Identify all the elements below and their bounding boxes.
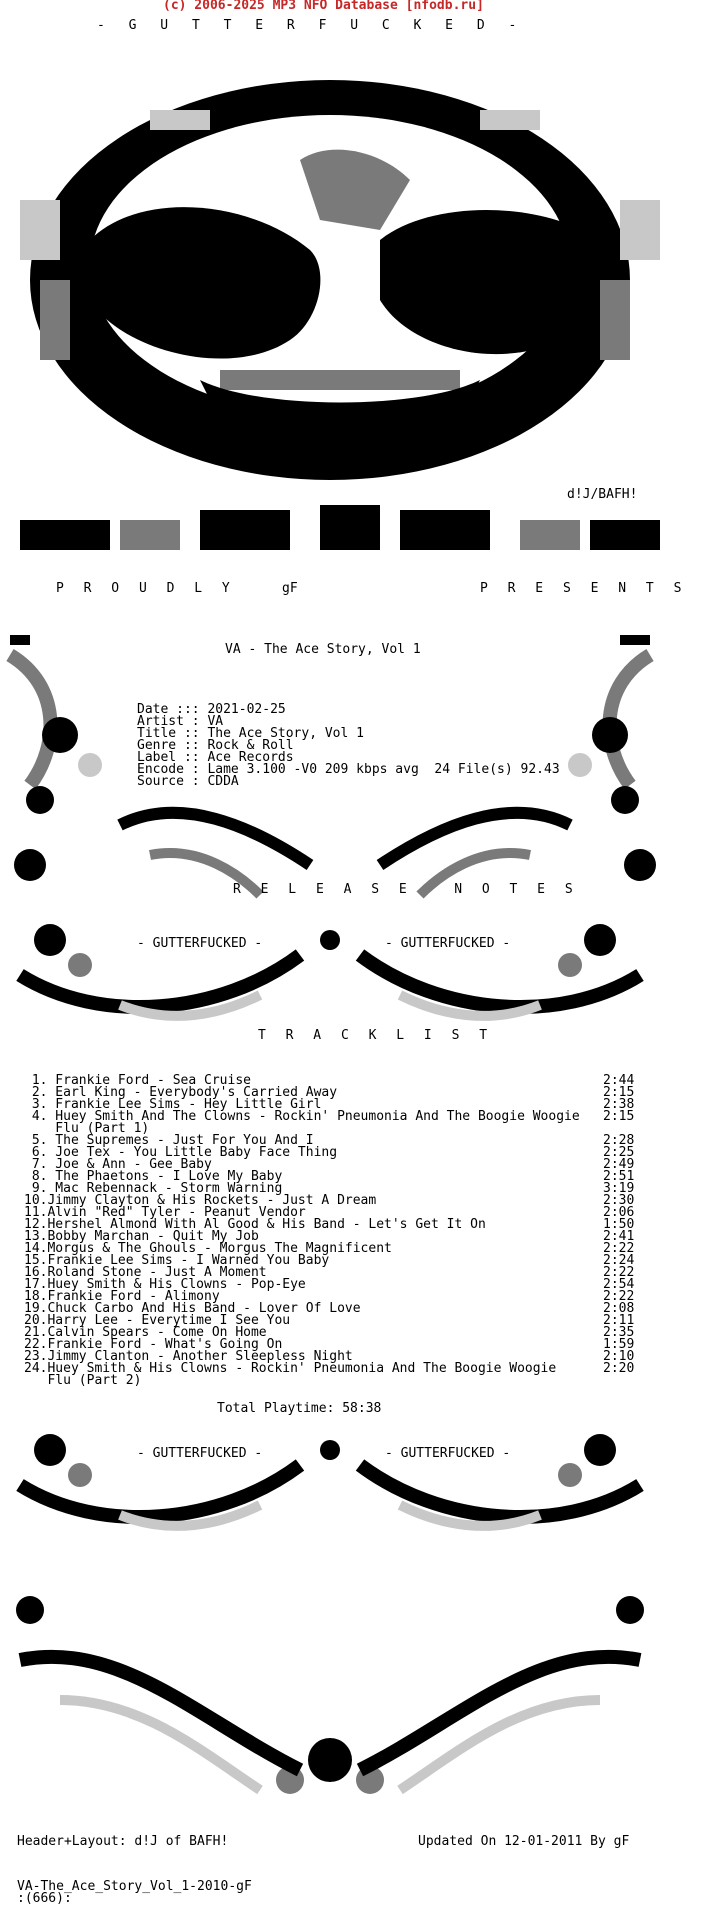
group-banner: - G U T T E R F U C K E D - — [97, 18, 522, 33]
field-date: Date ::: 2021-02-25 — [137, 702, 286, 717]
field-artist: Artist : VA — [137, 714, 224, 729]
track-row: 17.Huey Smith & His Clowns - Pop-Eye 2:54 — [24, 1277, 635, 1292]
track-row: Flu (Part 1) — [24, 1121, 150, 1136]
track-row: 21.Calvin Spears - Come On Home 2:35 — [24, 1325, 635, 1340]
field-source: Source : CDDA — [137, 774, 239, 789]
header-ascii-art — [0, 50, 720, 610]
release-notes-heading: R E L E A S E N O T E S — [233, 882, 579, 897]
divider-left-text: - GUTTERFUCKED - — [137, 936, 263, 951]
track-row: 16.Roland Stone - Just A Moment 2:22 — [24, 1265, 635, 1280]
track-row: Flu (Part 2) — [24, 1373, 142, 1388]
track-row: 22.Frankie Ford - What's Going On 1:59 — [24, 1337, 635, 1352]
track-row: 9. Mac Rebennack - Storm Warning 3:19 — [24, 1181, 635, 1196]
divider-ornament-art-2 — [0, 1425, 720, 1550]
layout-credit: Header+Layout: d!J of BAFH! — [17, 1834, 229, 1849]
tracklist-heading: T R A C K L I S T — [258, 1028, 494, 1043]
track-row: 6. Joe Tex - You Little Baby Face Thing 2:25 — [24, 1145, 635, 1160]
copyright-line: (c) 2006-2025 MP3 NFO Database [nfodb.ru] — [163, 0, 484, 13]
field-title: Title :: The Ace Story, Vol 1 — [137, 726, 364, 741]
header-credit-tag: d!J/BAFH! — [567, 487, 638, 502]
track-row: 24.Huey Smith & His Clowns - Rockin' Pneumonia And The Boogie Woogie 2:20 — [24, 1361, 635, 1376]
track-row: 11.Alvin "Red" Tyler - Peanut Vendor 2:06 — [24, 1205, 635, 1220]
bottom-frame-art — [0, 1580, 720, 1830]
track-row: 1. Frankie Ford - Sea Cruise 2:44 — [24, 1073, 635, 1088]
track-row: 14.Morgus & The Ghouls - Morgus The Magnificent 2:22 — [24, 1241, 635, 1256]
total-playtime: Total Playtime: 58:38 — [217, 1401, 382, 1416]
track-row: 8. The Phaetons - I Love My Baby 2:51 — [24, 1169, 635, 1184]
signature: :(666): — [17, 1891, 72, 1906]
track-row: 19.Chuck Carbo And His Band - Lover Of Love 2:08 — [24, 1301, 635, 1316]
field-label: Label :: Ace Records — [137, 750, 294, 765]
proudly-text: P R O U D L Y — [56, 581, 236, 596]
track-row: 18.Frankie Ford - Alimony 2:22 — [24, 1289, 635, 1304]
track-row: 5. The Supremes - Just For You And I 2:28 — [24, 1133, 635, 1148]
gf-tag: gF — [282, 581, 298, 596]
field-encode: Encode : Lame 3.100 -V0 209 kbps avg 24 File(s) 92.43 — [137, 762, 560, 777]
divider-ornament-art — [0, 915, 720, 1043]
divider-right-text: - GUTTERFUCKED - — [385, 936, 511, 951]
track-row: 20.Harry Lee - Everytime I See You 2:11 — [24, 1313, 635, 1328]
release-title: VA - The Ace Story, Vol 1 — [225, 642, 421, 657]
track-row: 23.Jimmy Clanton - Another Sleepless Night 2:10 — [24, 1349, 635, 1364]
track-row: 13.Bobby Marchan - Quit My Job 2:41 — [24, 1229, 635, 1244]
divider-right-text-2: - GUTTERFUCKED - — [385, 1446, 511, 1461]
track-row: 7. Joe & Ann - Gee Baby 2:49 — [24, 1157, 635, 1172]
divider-left-text-2: - GUTTERFUCKED - — [137, 1446, 263, 1461]
track-row: 12.Hershel Almond With Al Good & His Band - Let's Get It On 1:50 — [24, 1217, 635, 1232]
updated-credit: Updated On 12-01-2011 By gF — [418, 1834, 630, 1849]
track-row: 4. Huey Smith And The Clowns - Rockin' Pneumonia And The Boogie Woogie 2:15 — [24, 1109, 635, 1124]
track-row: 10.Jimmy Clayton & His Rockets - Just A Dream 2:30 — [24, 1193, 635, 1208]
track-row: 3. Frankie Lee Sims - Hey Little Girl 2:38 — [24, 1097, 635, 1112]
release-filename: VA-The_Ace_Story_Vol_1-2010-gF — [17, 1879, 252, 1894]
track-row: 2. Earl King - Everybody's Carried Away 2:15 — [24, 1085, 635, 1100]
field-genre: Genre :: Rock & Roll — [137, 738, 294, 753]
presents-text: P R E S E N T S — [480, 581, 688, 596]
track-row: 15.Frankie Lee Sims - I Warned You Baby 2:24 — [24, 1253, 635, 1268]
